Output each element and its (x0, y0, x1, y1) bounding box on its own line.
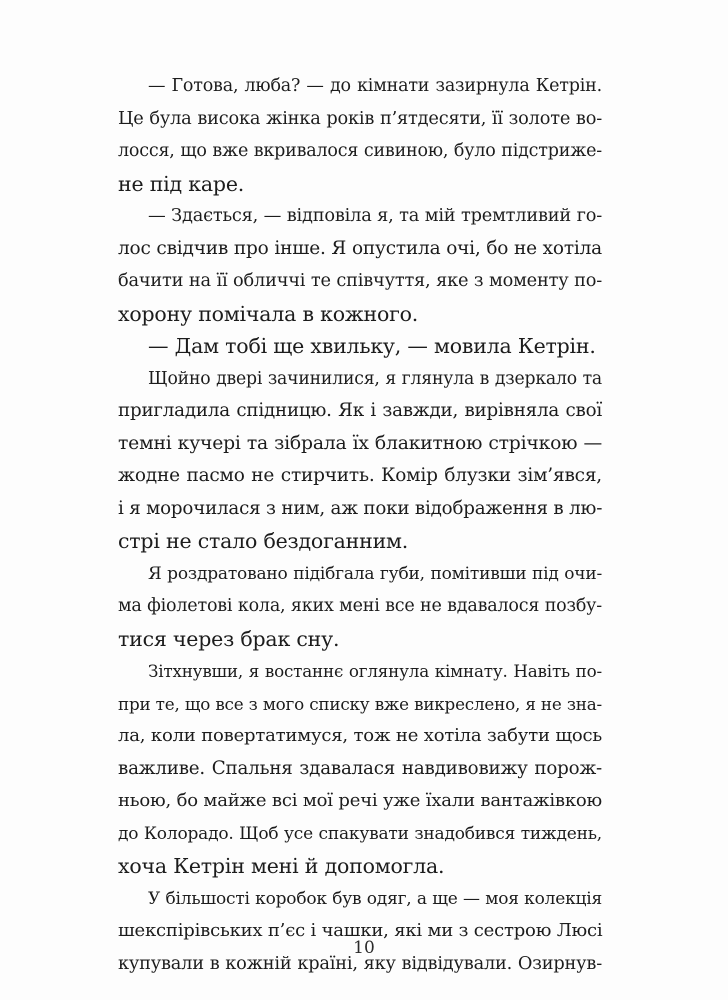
text-line: хоча Кетрін мені й допомогла. (118, 854, 445, 878)
text-line: Я роздратовано підібгала губи, помітивши під очи- (148, 563, 602, 584)
text-line: бачити на її обличчі те співчуття, яке з моменту по- (118, 271, 602, 291)
text-line: Зітхнувши, я востаннє оглянула кімнату. Навіть по- (148, 661, 602, 681)
text-line: ма фіолетові кола, яких мені все не вдавалося позбу- (118, 596, 602, 616)
text-line: не під каре. (118, 171, 245, 196)
text-line: тися через брак сну. (118, 626, 340, 651)
page-number: 10 (353, 938, 375, 958)
text-line: купували в кожній країні, яку відвідували. Озирнув- (118, 953, 602, 974)
text-line: — Дам тобі ще хвильку, — мовила Кетрін. (148, 334, 596, 358)
text-line: Це була висока жінка років п’ятдесяти, її золоте во- (118, 108, 602, 129)
text-line: ла, коли повертатимуся, тож не хотіла забути щось (118, 725, 602, 746)
text-line: пригладила спідницю. Як і завжди, вирівняла свої (118, 400, 602, 421)
text-line: стрі не стало бездоганним. (118, 529, 409, 553)
text-line: У більшості коробок був одяг, а ще — моя колекція (148, 888, 602, 909)
text-line: хорону помічала в кожного. (118, 301, 419, 326)
text-line: — Готова, люба? — до кімнати зазирнула Кетрін. (148, 76, 602, 96)
text-line: жодне пасмо не стирчить. Комір блузки зім’явся, (118, 465, 602, 486)
text-line: лосся, що вже вкривалося сивиною, було підстриже- (118, 141, 602, 161)
text-line: ньою, бо майже всі мої речі уже їхали вантажівкою (118, 790, 602, 811)
text-line: і я морочилася з ним, аж поки відображення в лю- (118, 497, 603, 519)
text-line: — Здається, — відповіла я, та мій тремтливий го- (148, 206, 602, 226)
page-text (118, 70, 602, 980)
text-line: при те, що все з мого списку вже викреслено, я не зна- (118, 693, 602, 714)
text-line: до Колорадо. Щоб усе спакувати знадобився тиждень, (118, 823, 602, 844)
text-line: шекспірівських п’єс і чашки, які ми з сестрою Люсі (118, 920, 603, 941)
text-line: важливе. Спальня здавалася навдивовижу порож- (118, 757, 602, 779)
text-line: темні кучері та зібрала їх блакитною стрічкою — (118, 432, 602, 454)
text-line: лос свідчив про інше. Я опустила очі, бо не хотіла (118, 237, 602, 259)
text-line: Щойно двері зачинилися, я глянула в дзеркало та (148, 368, 602, 389)
